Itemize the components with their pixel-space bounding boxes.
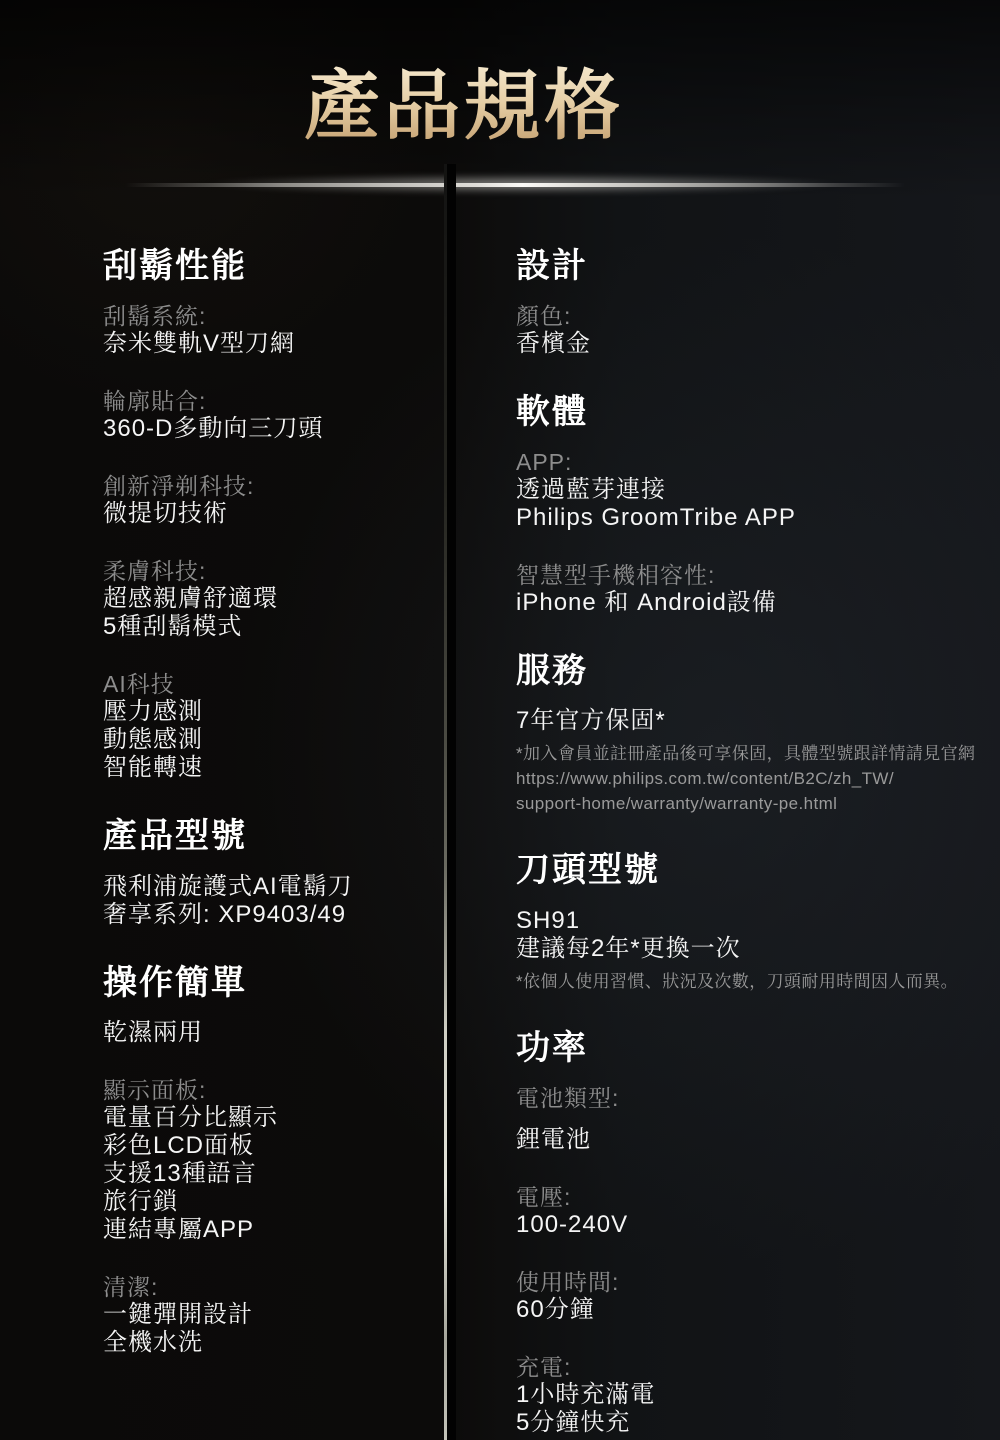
section-power (516, 1028, 986, 1437)
spec-label: 智慧型手機相容性: (516, 561, 716, 588)
spec-value: 支援13種語言 (103, 1160, 257, 1188)
spec-value: 5種刮鬍模式 (103, 612, 243, 640)
fine-print-line: *加入會員並註冊產品後可享保固，具體型號跟詳情請見官網 (516, 744, 976, 764)
section-heading: 刀頭型號 (516, 851, 660, 890)
spec-value: 奢享系列: XP9403/49 (103, 900, 347, 928)
spec-value: 奈米雙軌V型刀網 (103, 329, 296, 357)
spec-value: 電量百分比顯示 (103, 1104, 278, 1132)
section-heading: 功率 (516, 1029, 588, 1068)
spec-block (103, 303, 448, 358)
spec-block (103, 1019, 448, 1047)
spec-value: 一鍵彈開設計 (103, 1301, 253, 1329)
spec-value: 60分鐘 (516, 1295, 595, 1323)
spec-label: 清潔: (103, 1274, 159, 1301)
spec-value: 5分鐘快充 (516, 1408, 631, 1436)
spec-block (516, 707, 986, 816)
section-service (516, 651, 986, 817)
section-heading: 產品型號 (103, 816, 247, 855)
spec-label: 柔膚科技: (103, 557, 207, 584)
spec-value: 旅行鎖 (103, 1188, 178, 1216)
spec-value: 連結專屬APP (103, 1216, 255, 1244)
section-heading: 軟體 (516, 392, 588, 431)
page-title-graphic (163, 44, 765, 154)
spec-block (516, 1085, 986, 1154)
spec-label: 電池類型: (516, 1084, 620, 1111)
spec-block (516, 1184, 986, 1239)
spec-block (516, 449, 986, 532)
warranty-fine-print (516, 741, 986, 816)
spec-label: 顏色: (516, 302, 572, 329)
spec-value: 彩色LCD面板 (103, 1132, 255, 1160)
spec-label: 充電: (516, 1353, 572, 1380)
fine-print-line: *依個人使用習慣、狀況及次數，刀頭耐用時間因人而異。 (516, 972, 959, 992)
section-heading: 操作簡單 (103, 963, 247, 1002)
spec-value: 飛利浦旋護式AI電鬍刀 (103, 872, 353, 900)
warranty-url-line: support-home/warranty/warranty-pe.html (516, 794, 838, 814)
spec-block (516, 1354, 986, 1437)
spec-label: 電壓: (516, 1183, 572, 1210)
spec-block (103, 1077, 448, 1244)
spec-value: 1小時充滿電 (516, 1380, 656, 1408)
spec-block (103, 1274, 448, 1357)
lens-flare-line (125, 183, 905, 187)
spec-label: 刮鬍系統: (103, 302, 207, 329)
spec-label: APP: (516, 448, 573, 475)
section-blade-model (516, 850, 986, 994)
spec-value: 建議每2年*更換一次 (516, 935, 741, 963)
section-heading: 服務 (516, 651, 588, 690)
section-software (516, 392, 986, 617)
spec-block (103, 873, 448, 929)
spec-value: iPhone 和 Android設備 (516, 588, 777, 616)
warranty-url-line: https://www.philips.com.tw/content/B2C/zh_TW/ (516, 769, 894, 789)
divider-line (447, 164, 456, 1440)
page-title: 產品規格 (304, 64, 624, 149)
spec-value: 7年官方保固* (516, 707, 666, 735)
section-heading: 設計 (516, 247, 588, 285)
spec-column-right (516, 246, 986, 1437)
spec-label: 使用時間: (516, 1268, 620, 1295)
blade-fine-print (516, 969, 986, 994)
spec-column-left (103, 246, 448, 1357)
spec-value: SH91 (516, 907, 581, 935)
spec-label: 創新淨剃科技: (103, 472, 255, 499)
spec-value: 360-D多動向三刀頭 (103, 414, 324, 442)
spec-block (516, 1269, 986, 1324)
section-design (516, 246, 986, 358)
spec-label: 顯示面板: (103, 1077, 207, 1104)
spec-value: 全機水洗 (103, 1329, 203, 1357)
spec-block (516, 562, 986, 617)
spec-value: 乾濕兩用 (103, 1019, 203, 1047)
spec-value: 動態感測 (103, 725, 203, 753)
spec-label: 輪廓貼合: (103, 387, 207, 414)
spec-block (103, 473, 448, 528)
section-product-model (103, 816, 448, 929)
section-easy-operation (103, 963, 448, 1358)
section-heading: 刮鬍性能 (103, 247, 247, 285)
spec-block (516, 907, 986, 994)
section-shaving-performance (103, 246, 448, 782)
spec-block (103, 558, 448, 641)
spec-value: Philips GroomTribe APP (516, 503, 796, 531)
spec-value: 超感親膚舒適環 (103, 584, 278, 612)
spec-value: 智能轉速 (103, 753, 203, 781)
spec-value: 香檳金 (516, 329, 591, 357)
spec-block (103, 388, 448, 443)
spec-value: 透過藍芽連接 (516, 475, 666, 503)
spec-value: 壓力感測 (103, 697, 203, 725)
spec-label: AI科技 (103, 670, 175, 697)
spec-block (103, 671, 448, 782)
spec-value: 鋰電池 (516, 1125, 591, 1153)
spec-block (516, 303, 986, 358)
spec-value: 微提切技術 (103, 499, 228, 527)
spec-value: 100-240V (516, 1210, 629, 1238)
